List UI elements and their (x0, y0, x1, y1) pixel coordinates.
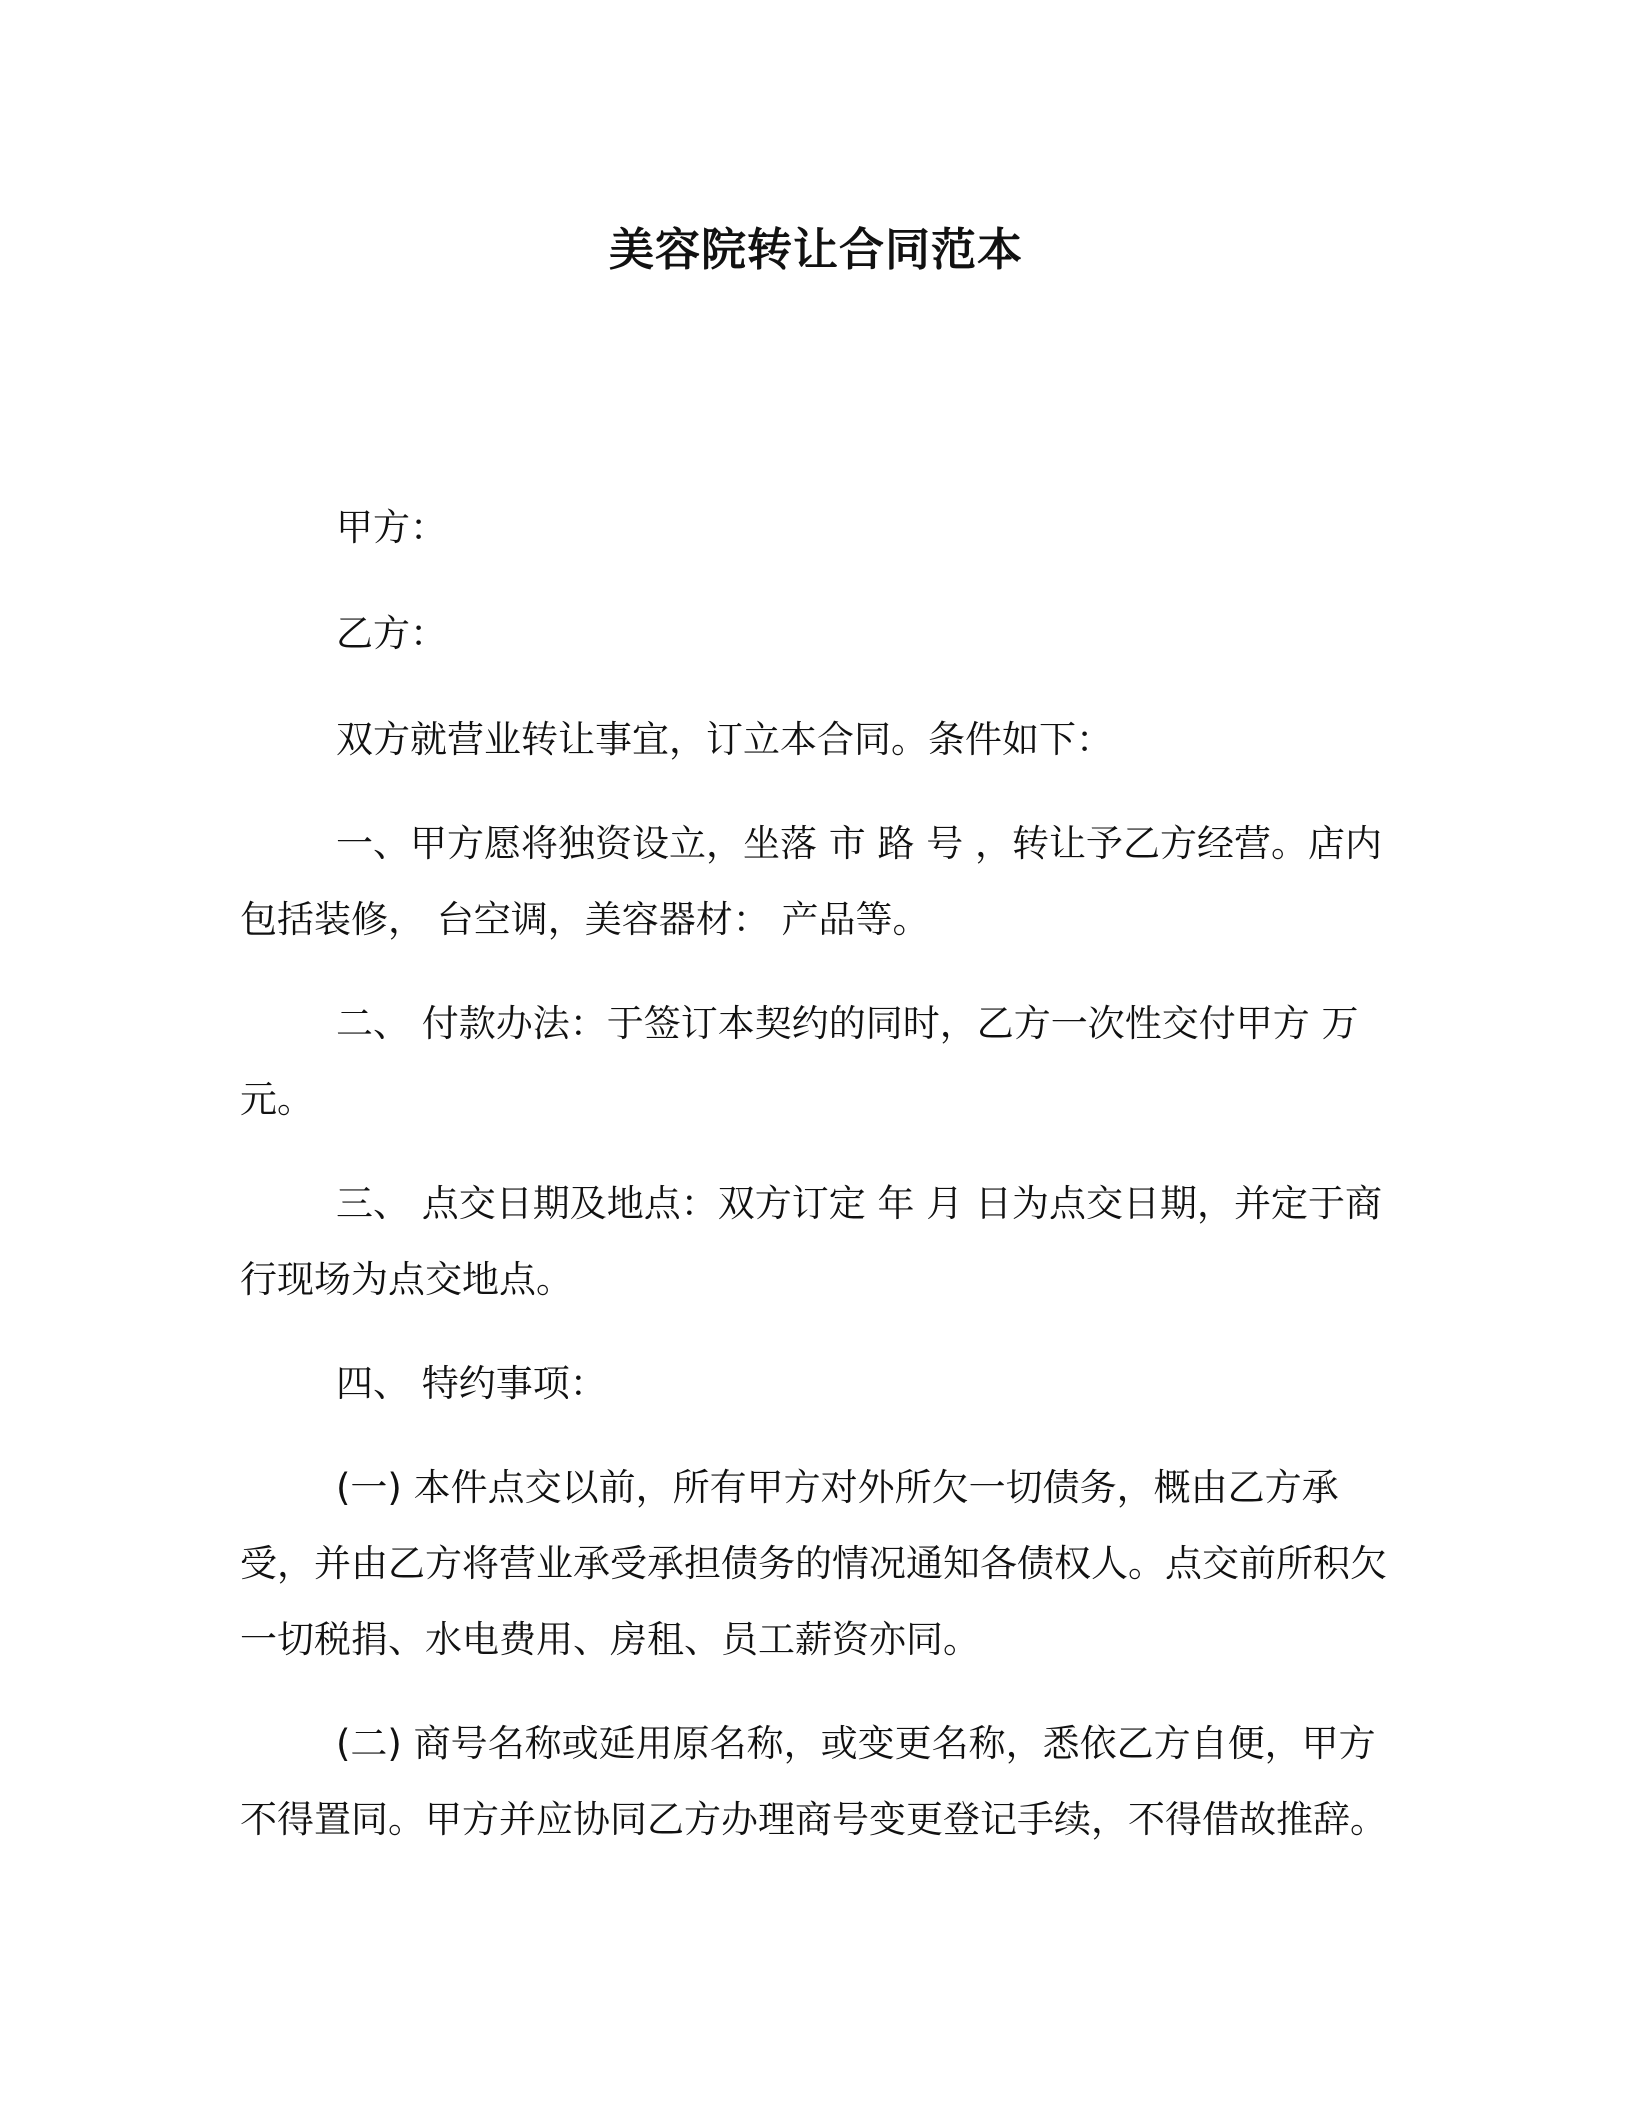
clause-4-item-2: (二) 商号名称或延用原名称，或变更名称，悉依乙方自便，甲方不得置同。甲方并应协同乙方办理商号变更登记手续，不得借故推辞。 (240, 1722, 1387, 1841)
document-body (240, 490, 1400, 1886)
clause-4-item-1: (一) 本件点交以前，所有甲方对外所欠一切债务，概由乙方承受，并由乙方将营业承受承担债务的情况通知各债权人。点交前所积欠一切税捐、水电费用、房租、员工薪资亦同。 (240, 1466, 1387, 1661)
party-a-line: 甲方： (336, 506, 447, 549)
clause-3: 三、 点交日期及地点：双方订定 年 月 日为点交日期，并定于商行现场为点交地点。 (240, 1182, 1383, 1301)
clause-4-heading: 四、 特约事项： (336, 1362, 607, 1405)
clause-1: 一、甲方愿将独资设立，坐落 市 路 号 ，转让予乙方经营。店内包括装修， 台空调，美容器材： 产品等。 (240, 822, 1383, 941)
clause-2: 二、 付款办法：于签订本契约的同时，乙方一次性交付甲方 万元。 (240, 1002, 1359, 1121)
document-title: 美容院转让合同范本 (608, 223, 1023, 276)
intro-paragraph: 双方就营业转让事宜，订立本合同。条件如下： (336, 718, 1113, 761)
party-b-line: 乙方： (336, 612, 447, 655)
